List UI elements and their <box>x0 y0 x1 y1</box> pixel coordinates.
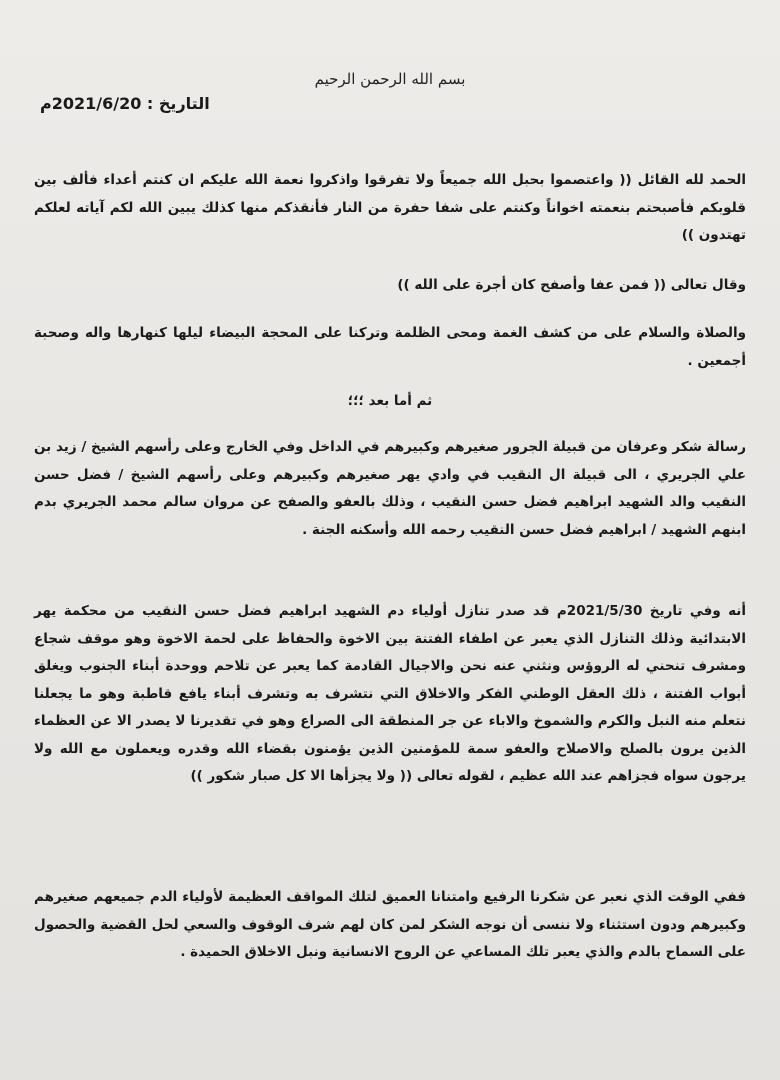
letter-date: التاريخ : 2021/6/20م <box>40 94 210 113</box>
paragraph-quran-verse <box>34 167 746 250</box>
basmala-heading: بسم الله الرحمن الرحيم <box>314 70 466 88</box>
paragraph-text: والصلاة والسلام على من كشف الغمة ومحى الظلمة وتركنا على المحجة البيضاء ليلها كنهارها واله وصحبة أجمعين . <box>34 325 746 369</box>
paragraph-second-verse <box>34 272 746 300</box>
paragraph-text: أنه وفي تاريخ 2021/5/30م قد صدر تنازل أولياء دم الشهيد ابراهيم فضل حسن النقيب من محكمة يهر الابتدائية وذلك التنازل الذي يعبر عن اطفاء الفتنة بين الاخوة والحفاظ على لحمة الاخوة وهو موقف شجاع ومشرف تنحني له الروؤس ونثني عنه نحن والاجيال القادمة كما يعبر عن تلاحم ووحدة أبناء الجنوب ويغلق أبواب الفتنة ، ذلك العقل الوطني الفكر والاخلاق التي نتشرف به وتشرف أبناء يافع قاطبة وهو ما يجعلنا نتعلم منه النبل والكرم والشموخ والاباء عن جر المنطقة الى الصراع وهو في تقديرنا لا يصدر الا عن العظماء الذين يرون بالصلح والاصلاح والعفو سمة للمؤمنين الذين يؤمنون بقضاء الله وقدره ويعملون مع الله ولا يرجون سواه فجزاهم عند الله عظيم ، لقوله تعالى (( ولا يجزأها الا كل صبار شكور )) <box>34 603 746 784</box>
then-heading: ثم أما بعد ؛؛؛ <box>347 393 433 409</box>
paragraph-waiver-details <box>34 598 746 791</box>
paragraph-salutation <box>34 320 746 375</box>
paragraph-text: الحمد لله القائل (( واعتصموا بحبل الله جميعاً ولا تفرقوا واذكروا نعمة الله عليكم ان كنتم أعداء فألف بين قلوبكم فأصبحتم بنعمته اخواناً وكنتم على شفا حفرة من النار فأنقذكم منها كذلك يبين الله لكم آياته لعلكم تهتدون )) <box>34 172 746 243</box>
paragraph-text: ففي الوقت الذي نعبر عن شكرنا الرفيع وامتنانا العميق لتلك المواقف العظيمة لأولياء الدم جميعهم صغيرهم وكبيرهم ودون استثناء ولا ننسى أن نوجه الشكر لمن كان لهم شرف الوقوف والسعي لحل القضية والحصول على السماح بالدم والذي يعبر تلك المساعي عن الروح الانسانية ونبل الاخلاق الحميدة . <box>34 889 746 960</box>
paragraph-closing-thanks <box>34 884 746 967</box>
paragraph-text: وقال تعالى (( فمن عفا وأصفح كان أجرة على الله )) <box>397 277 746 293</box>
paragraph-thanks-letter <box>34 434 746 544</box>
paragraph-text: رسالة شكر وعرفان من قبيلة الجرور صغيرهم وكبيرهم في الداخل وفي الخارج وعلى رأسهم الشيخ / زيد بن علي الجريري ، الى قبيلة ال النقيب في وادي يهر صغيرهم وكبيرهم وعلى رأسهم الشيخ / فضل حسن النقيب والد الشهيد ابراهيم فضل حسن النقيب ، وذلك بالعفو والصفح عن مروان سالم محمد الجريري بدم ابنهم الشهيد / ابراهيم فضل حسن النقيب رحمه الله وأسكنه الجنة . <box>34 439 746 538</box>
